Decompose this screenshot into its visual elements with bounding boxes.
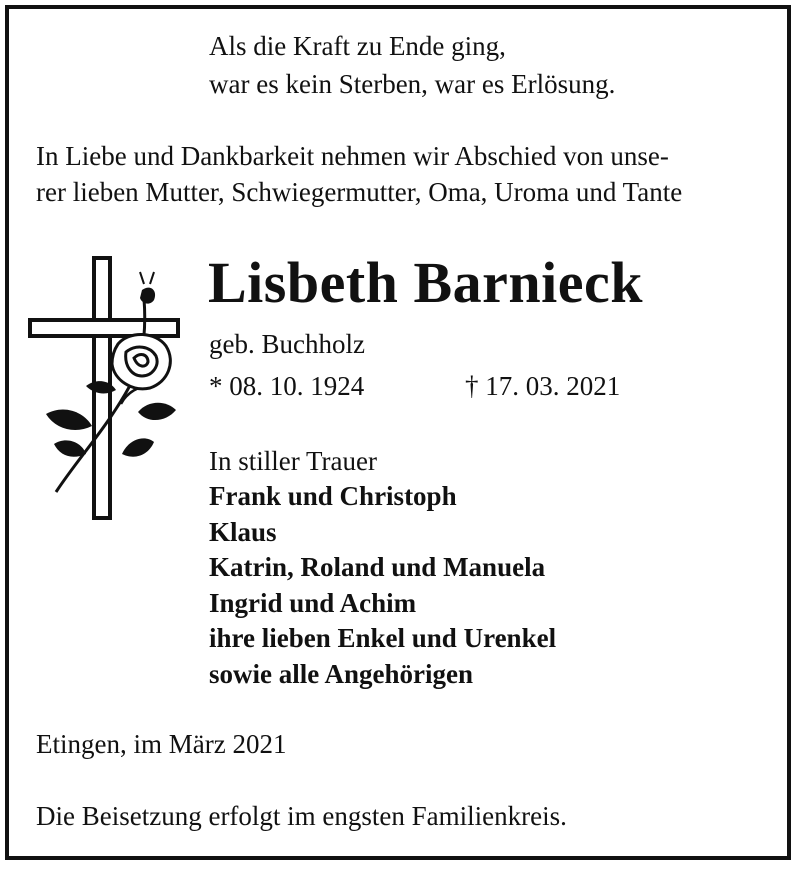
- birth-date: * 08. 10. 1924: [209, 371, 365, 401]
- cross-with-rose-icon: [26, 254, 186, 524]
- mourning-heading: In stiller Trauer: [209, 446, 377, 476]
- mourner-line: Katrin, Roland und Manuela: [209, 552, 546, 582]
- mourner-line: Klaus: [209, 517, 277, 547]
- motto-line-2: war es kein Sterben, war es Erlösung.: [209, 69, 616, 99]
- mourner-line: Ingrid und Achim: [209, 588, 417, 618]
- birth-name: geb. Buchholz: [209, 329, 365, 359]
- mourner-line: Frank und Christoph: [209, 481, 457, 511]
- mourner-line: ihre lieben Enkel und Urenkel: [209, 623, 557, 653]
- funeral-note: Die Beisetzung erfolgt im engsten Familienkreis.: [36, 801, 567, 831]
- place-date: Etingen, im März 2021: [36, 729, 287, 759]
- deceased-name: Lisbeth Barnieck: [208, 250, 643, 315]
- intro-line-1: In Liebe und Dankbarkeit nehmen wir Abschied von unse-: [36, 141, 669, 171]
- death-date: † 17. 03. 2021: [465, 371, 621, 401]
- intro-line-2: rer lieben Mutter, Schwiegermutter, Oma, Uroma und Tante: [36, 177, 683, 207]
- mourner-line: sowie alle Angehörigen: [209, 659, 473, 689]
- motto-line-1: Als die Kraft zu Ende ging,: [209, 31, 506, 61]
